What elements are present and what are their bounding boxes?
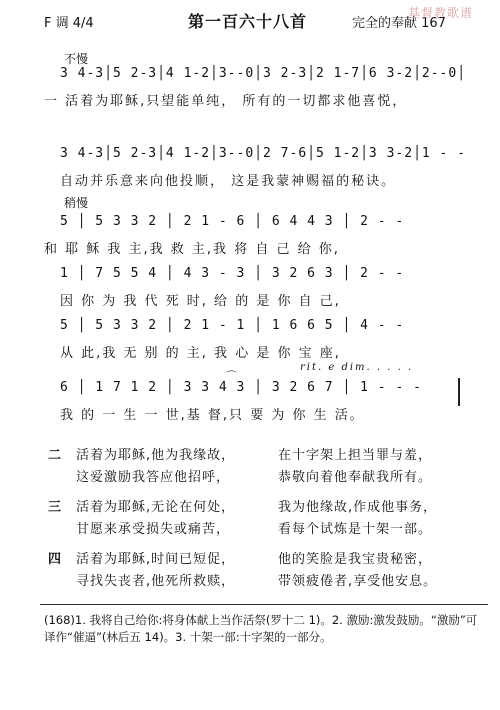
system-3-notes: 5 │ 5 3 3 2 │ 2 1 - 6 │ 6 4 4 3 │ 2 - - bbox=[60, 214, 405, 229]
system-2-notes: 3 4-3│5 2-3│4 1-2│3--0│2 7-6│5 1-2│3 3-2│1 - - bbox=[60, 146, 467, 161]
system-2-lyrics: 自动并乐意来向他投顺， 这是我蒙神赐福的秘诀。 bbox=[60, 174, 397, 189]
book-reference: 完全的奉献 167 bbox=[352, 16, 446, 31]
verse-2-line-1a: 活着为耶稣,他为我缘故， bbox=[76, 448, 236, 463]
verse-3-line-1b: 我为他缘故,作成他事务， bbox=[278, 500, 438, 515]
system-6-notes: 6 │ 1 7 1 2 │ 3 3 4 3 │ 3 2 6 7 │ 1 - - - bbox=[60, 380, 422, 395]
verse-3-line-1a: 活着为耶稣,无论在何处， bbox=[76, 500, 236, 515]
system-1-lyrics: 一 活着为耶稣,只望能单纯， 所有的一切都求他喜悦， bbox=[44, 94, 408, 109]
rit-dim-mark: rit. e dim. . . . . bbox=[300, 362, 414, 373]
system-4-lyrics: 因 你 为 我 代 死 时, 给 的 是 你 自 己, bbox=[60, 294, 341, 309]
verse-4-line-1a: 活着为耶稣,时间已短促， bbox=[76, 552, 236, 567]
tempo-mark-2: 稍慢 bbox=[64, 196, 89, 210]
verse-3-number: 三 bbox=[48, 500, 62, 515]
system-4-notes: 1 │ 7 5 5 4 │ 4 3 - 3 │ 3 2 6 3 │ 2 - - bbox=[60, 266, 405, 281]
verse-4-line-2a: 寻找失丧者,他死所救赎， bbox=[76, 574, 236, 589]
system-5-lyrics: 从 此,我 无 别 的 主, 我 心 是 你 宝 座, bbox=[60, 346, 341, 361]
tempo-mark-1: 不慢 bbox=[64, 52, 89, 66]
verse-4-number: 四 bbox=[48, 552, 62, 567]
key-signature: F 调 4/4 bbox=[44, 16, 94, 31]
hymn-title: 第一百六十八首 bbox=[188, 12, 308, 31]
verse-3-line-2b: 看每个试炼是十架一部。 bbox=[278, 522, 433, 537]
verse-4-line-1b: 他的笑脸是我宝贵秘密， bbox=[278, 552, 433, 567]
system-5-notes: 5 │ 5 3 3 2 │ 2 1 - 1 │ 1 6 6 5 │ 4 - - bbox=[60, 318, 405, 333]
verse-2-line-2b: 恭敬向着他奉献我所有。 bbox=[278, 470, 433, 485]
watermark: 基督教歌谱 bbox=[408, 6, 474, 20]
fermata-icon: ⌒ bbox=[226, 370, 237, 383]
footnote-divider bbox=[40, 604, 488, 605]
verse-4-line-2b: 带领疲倦者,享受他安息。 bbox=[278, 574, 438, 589]
verse-2-number: 二 bbox=[48, 448, 62, 463]
final-barline bbox=[458, 378, 460, 406]
footnote: (168)1. 我将自己给你:将身体献上当作活祭(罗十二 1)。2. 激励:激发鼓励。“激励”可译作“催逼”(林后五 14)。3. 十架一部:十字架的一部分。 bbox=[44, 613, 478, 644]
verse-3-line-2a: 甘愿来承受损失或痛苦， bbox=[76, 522, 231, 537]
system-3-lyrics: 和 耶 稣 我 主,我 救 主,我 将 自 己 给 你, bbox=[44, 242, 340, 257]
system-1-notes: 3 4-3│5 2-3│4 1-2│3--0│3 2-3│2 1-7│6 3-2│2--0│ bbox=[60, 66, 467, 81]
verse-2-line-2a: 这爱激励我答应他招呼， bbox=[76, 470, 231, 485]
verse-2-line-1b: 在十字架上担当罪与羞， bbox=[278, 448, 433, 463]
system-6-lyrics: 我 的 一 生 一 世,基 督,只 要 为 你 生 活。 bbox=[60, 408, 365, 423]
